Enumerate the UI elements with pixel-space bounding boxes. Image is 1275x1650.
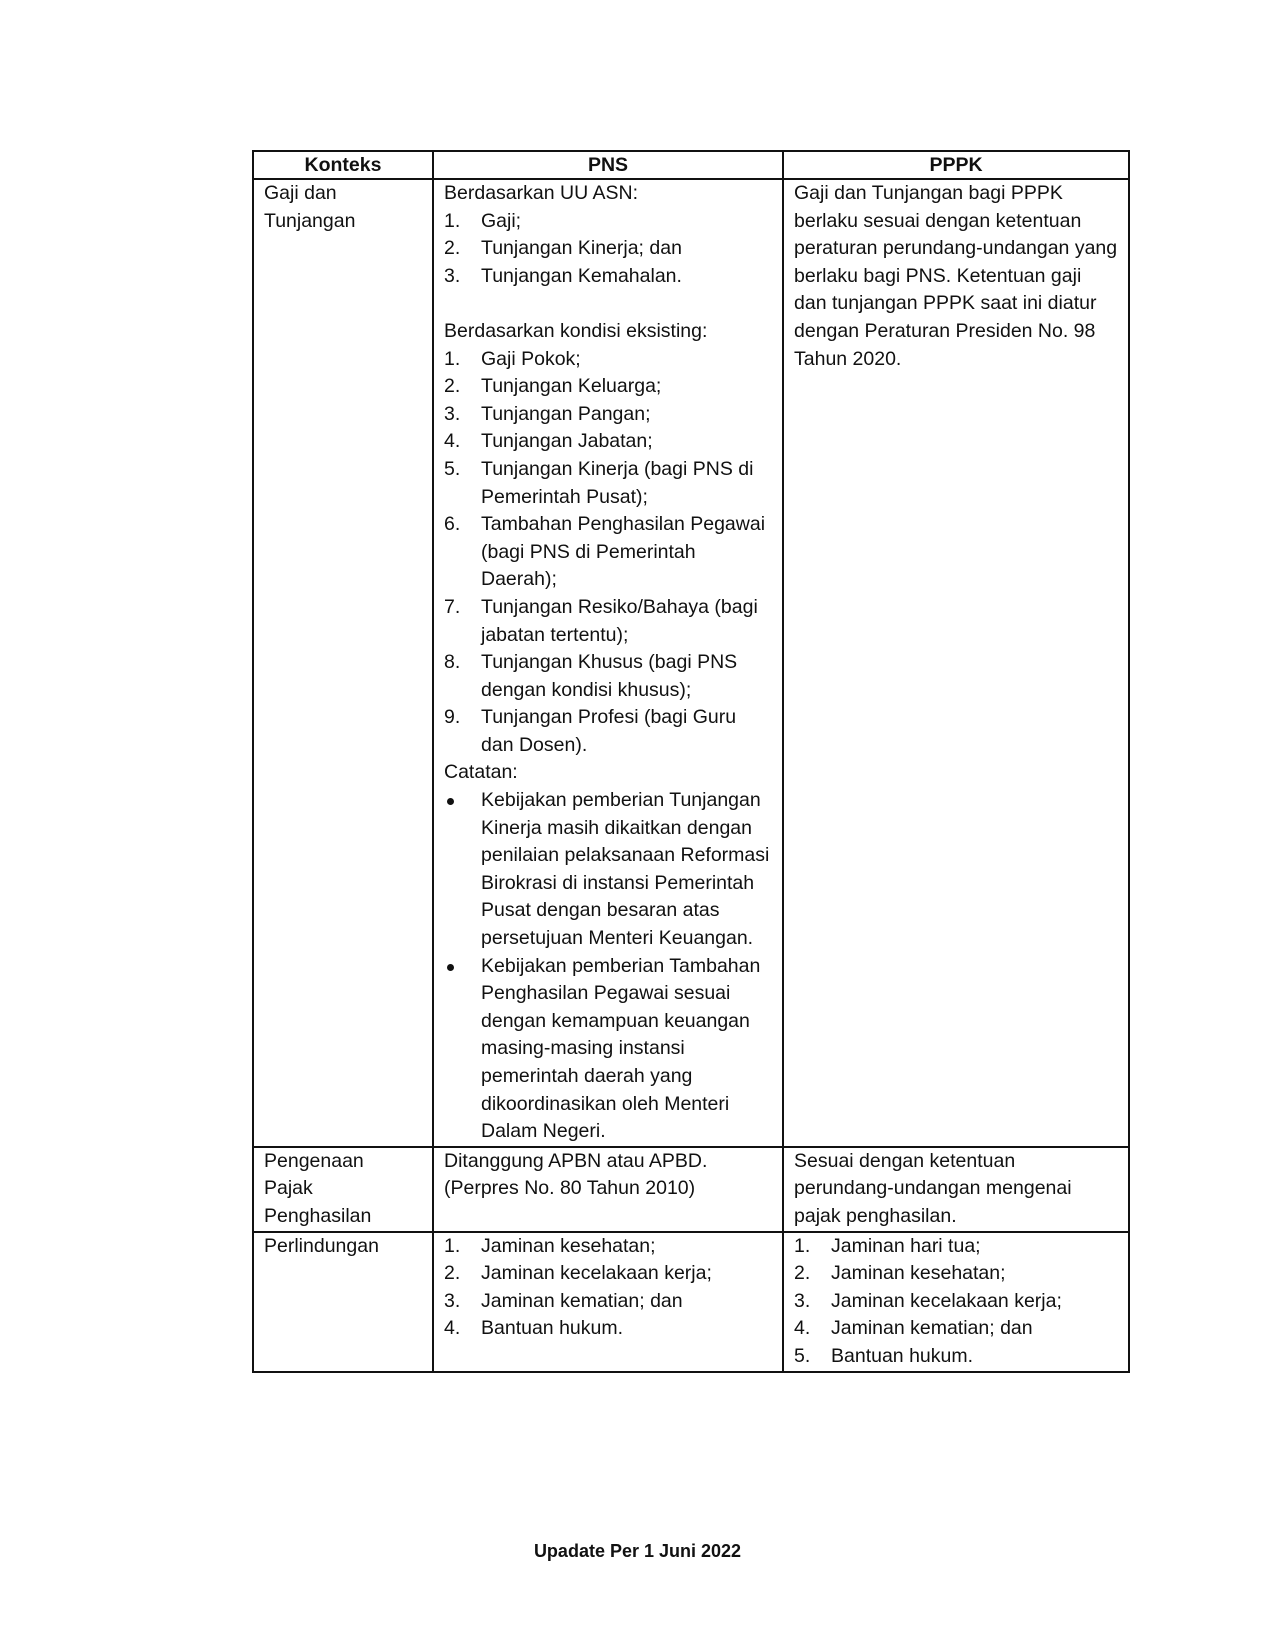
- list-item: [444, 1288, 772, 1316]
- header-pns: PNS: [433, 151, 783, 179]
- list-item-text: Tunjangan Keluarga;: [481, 375, 662, 398]
- list-item-text: Jaminan hari tua;: [831, 1234, 981, 1257]
- list-item-text: Tunjangan Kinerja (bagi PNS di Pemerintah Pusat);: [481, 457, 754, 508]
- list-item-text: Jaminan kematian; dan: [481, 1289, 683, 1312]
- list-item-text: Tunjangan Khusus (bagi PNS dengan kondisi khusus);: [481, 651, 738, 701]
- list-item: [444, 704, 772, 759]
- list-item-text: Tunjangan Pangan;: [481, 402, 651, 425]
- list-number: 6.: [444, 513, 461, 536]
- list-number: 3.: [444, 1289, 461, 1312]
- list-item-text: Kebijakan pemberian Tunjangan Kinerja masih dikaitkan dengan penilaian pelaksanaan Reformasi Birokrasi di instansi Pemerintah Pusat dengan besaran atas persetujuan Menteri Keuangan.: [481, 789, 770, 950]
- list-item-text: Tambahan Penghasilan Pegawai (bagi PNS di Pemerintah Daerah);: [481, 513, 766, 591]
- list-number: 8.: [444, 651, 461, 674]
- list-item-text: Jaminan kesehatan;: [831, 1262, 1006, 1285]
- list-number: 2.: [794, 1262, 811, 1285]
- list-item-text: Jaminan kematian; dan: [831, 1317, 1033, 1340]
- list-item-text: Jaminan kesehatan;: [481, 1234, 656, 1257]
- konteks-label: Gaji dan Tunjangan: [264, 182, 356, 232]
- list-item: [444, 428, 772, 456]
- list-item: [444, 649, 772, 704]
- list-item-text: Bantuan hukum.: [481, 1317, 624, 1340]
- list-number: 7.: [444, 595, 461, 618]
- list-item-text: Jaminan kecelakaan kerja;: [831, 1289, 1062, 1312]
- list-number: 1.: [444, 209, 461, 232]
- pppk-text: Gaji dan Tunjangan bagi PPPK berlaku sesuai dengan ketentuan peraturan perundang-undangan yang berlaku bagi PNS. Ketentuan gaji dan tunjangan PPPK saat ini diatur dengan Peraturan Presiden No. 98 Tahun 2020.: [794, 182, 1118, 370]
- table-header-row: [253, 151, 1129, 179]
- konteks-label: Pengenaan Pajak Penghasilan: [264, 1149, 372, 1227]
- konteks-cell: [253, 179, 433, 1147]
- list-item-text: Tunjangan Profesi (bagi Guru dan Dosen).: [481, 706, 737, 756]
- list-number: 2.: [444, 1262, 461, 1285]
- list-number: 3.: [444, 402, 461, 425]
- list-item: [444, 263, 772, 291]
- list-item-text: Jaminan kecelakaan kerja;: [481, 1262, 712, 1285]
- pns-cell: [433, 1232, 783, 1372]
- list-item-text: Gaji;: [481, 209, 522, 232]
- list-number: 3.: [444, 264, 461, 287]
- list-uu-asn: [444, 208, 772, 291]
- intro-uu-asn: Berdasarkan UU ASN:: [444, 182, 639, 204]
- list-perlindungan-pppk: [794, 1233, 1118, 1371]
- list-number: 2.: [444, 237, 461, 260]
- list-item: [444, 787, 772, 953]
- list-item: [444, 511, 772, 594]
- list-item-text: Gaji Pokok;: [481, 347, 581, 370]
- konteks-label: Perlindungan: [264, 1234, 379, 1257]
- list-number: 5.: [794, 1344, 811, 1367]
- list-item: [444, 953, 772, 1146]
- konteks-cell: [253, 1147, 433, 1232]
- list-item: [444, 594, 772, 649]
- list-item: [794, 1343, 1118, 1371]
- intro-eksisting: Berdasarkan kondisi eksisting:: [444, 319, 708, 342]
- list-item-text: Tunjangan Kinerja; dan: [481, 237, 682, 260]
- header-pppk: PPPK: [783, 151, 1129, 179]
- list-number: 2.: [444, 375, 461, 398]
- list-perlindungan-pns: [444, 1233, 772, 1343]
- table-row-gaji: [253, 179, 1129, 1147]
- list-item: [444, 1315, 772, 1343]
- list-item-text: Tunjangan Resiko/Bahaya (bagi jabatan tertentu);: [481, 595, 758, 646]
- list-item: [444, 235, 772, 263]
- list-eksisting: [444, 346, 772, 760]
- list-number: 1.: [794, 1234, 811, 1257]
- table-row-pajak: [253, 1147, 1129, 1232]
- pns-cell: [433, 179, 783, 1147]
- list-item: [444, 1260, 772, 1288]
- list-number: 1.: [444, 347, 461, 370]
- bullet-dot: [447, 798, 454, 805]
- list-number: 4.: [794, 1317, 811, 1340]
- notes-list: [444, 787, 772, 1146]
- pppk-cell: [783, 179, 1129, 1147]
- list-item: [794, 1315, 1118, 1343]
- list-item: [444, 208, 772, 236]
- list-item-text: Kebijakan pemberian Tambahan Penghasilan Pegawai sesuai dengan kemampuan keuangan masing-masing instansi pemerintah daerah yang dikoordinasikan oleh Menteri Dalam Negeri.: [481, 954, 761, 1143]
- list-item: [794, 1288, 1118, 1316]
- list-item: [444, 456, 772, 511]
- pppk-text: Sesuai dengan ketentuan perundang-undangan mengenai pajak penghasilan.: [794, 1149, 1072, 1227]
- list-number: 3.: [794, 1289, 811, 1312]
- pppk-cell: [783, 1147, 1129, 1232]
- table-row-perlindungan: [253, 1232, 1129, 1372]
- pns-cell: [433, 1147, 783, 1232]
- header-konteks: Konteks: [253, 151, 433, 179]
- bullet-dot: [447, 964, 454, 971]
- list-item: [444, 401, 772, 429]
- list-number: 9.: [444, 706, 461, 729]
- list-item: [444, 1233, 772, 1261]
- list-item: [444, 373, 772, 401]
- footer-update-note: Upadate Per 1 Juni 2022: [533, 1541, 742, 1561]
- list-item: [794, 1260, 1118, 1288]
- list-item-text: Tunjangan Jabatan;: [481, 430, 653, 453]
- list-number: 4.: [444, 1317, 461, 1340]
- list-number: 5.: [444, 457, 461, 480]
- list-item: [444, 346, 772, 374]
- note-label: Catatan:: [444, 761, 518, 784]
- list-item: [794, 1233, 1118, 1261]
- list-number: 1.: [444, 1234, 461, 1257]
- list-item-text: Bantuan hukum.: [831, 1344, 974, 1367]
- list-number: 4.: [444, 430, 461, 453]
- list-item-text: Tunjangan Kemahalan.: [481, 264, 682, 287]
- konteks-cell: [253, 1232, 433, 1372]
- pns-text: Ditanggung APBN atau APBD. (Perpres No. 80 Tahun 2010): [444, 1149, 708, 1200]
- pppk-cell: [783, 1232, 1129, 1372]
- comparison-table: [252, 150, 1130, 1373]
